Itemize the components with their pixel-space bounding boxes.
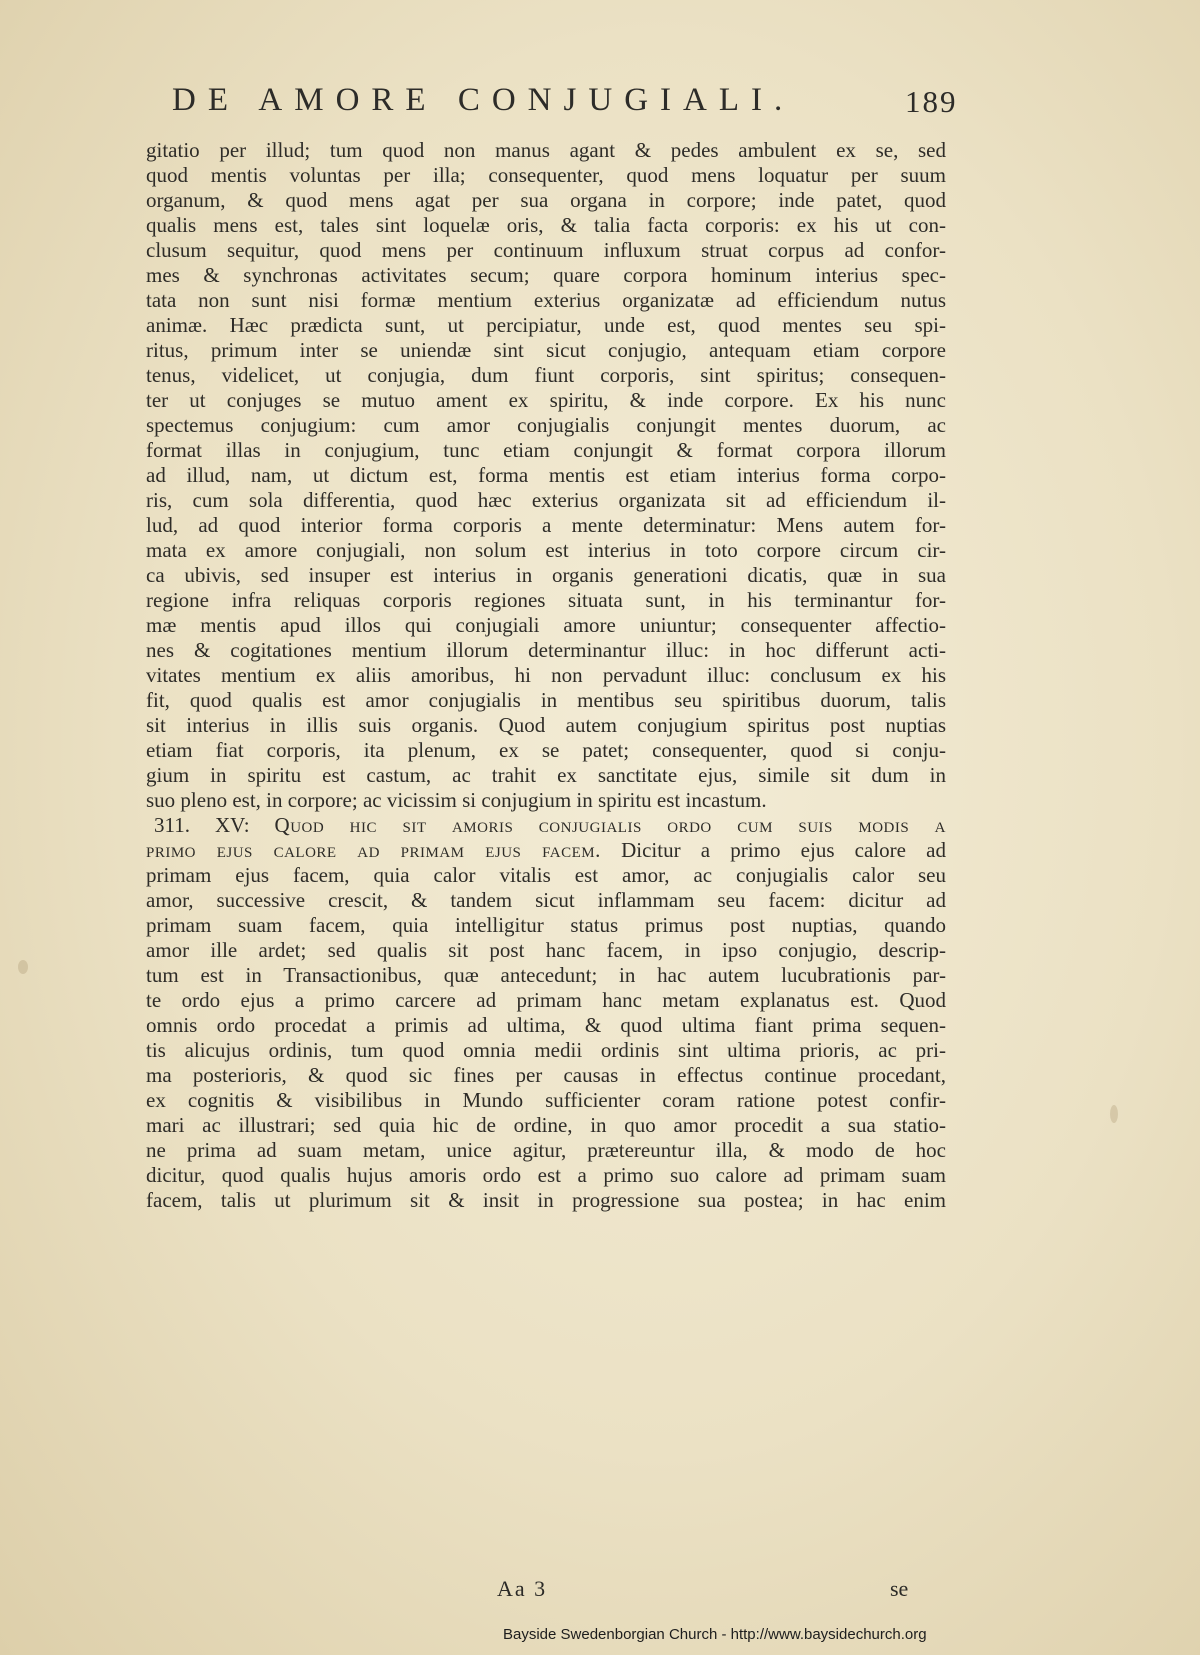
text-line: gium in spiritu est castum, ac trahit ex sanctitate ejus, simile sit dum in — [146, 763, 946, 787]
running-head — [0, 82, 1200, 132]
text-line: sit interius in illis suis organis. Quod autem conjugium spiritus post nuptias — [146, 713, 946, 737]
text-line: mari ac illustrari; sed quia hic de ordine, in quo amor procedit a sua statio- — [146, 1113, 946, 1137]
text-line: primam suam facem, quia intelligitur status primus post nuptias, quando — [146, 913, 946, 937]
text-line: primam ejus facem, quia calor vitalis est amor, ac conjugialis calor seu — [146, 863, 946, 887]
signature-mark: Aa 3 — [497, 1576, 548, 1601]
text-line: clusum sequitur, quod mens per continuum influxum struat corpus ad confor- — [146, 238, 946, 262]
text-line: ma posterioris, & quod sic fines per causas in effectus continue procedant, — [146, 1063, 946, 1087]
text-line: tis alicujus ordinis, tum quod omnia medii ordinis sint ultima prioris, ac pri- — [146, 1038, 946, 1062]
section-heading: Quod hic sit amoris conjugialis ordo cum suis modis a — [274, 813, 946, 837]
text-line: animæ. Hæc prædicta sunt, ut percipiatur, unde est, quod mentes seu spi- — [146, 313, 946, 337]
text-line: facem, talis ut plurimum sit & insit in progressione sua postea; in hac enim — [146, 1188, 946, 1212]
text-line: mes & synchronas activitates secum; quare corpora hominum interius spec- — [146, 263, 946, 287]
catchword: se — [890, 1576, 909, 1601]
text-line: ad illud, nam, ut dictum est, forma mentis est etiam interius forma corpo- — [146, 463, 946, 487]
text-line: omnis ordo procedat a primis ad ultima, & quod ultima fiant prima sequen- — [146, 1013, 946, 1037]
text-line: suo pleno est, in corpore; ac vicissim si conjugium in spiritu est incastum. — [146, 788, 767, 812]
text-line: ne prima ad suam metam, unice agitur, prætereuntur illa, & modo de hoc — [146, 1138, 946, 1162]
text-line: fit, quod qualis est amor conjugialis in mentibus seu spiritibus duorum, talis — [146, 688, 946, 712]
text-line: te ordo ejus a primo carcere ad primam hanc metam explanatus est. Quod — [146, 988, 946, 1012]
page-title: DE AMORE CONJUGIALI. — [172, 82, 795, 118]
text-line: vitates mentium ex aliis amoribus, hi non pervadunt illuc: conclusum ex his — [146, 663, 946, 687]
section-text: Dicitur a primo ejus calore ad — [621, 838, 946, 862]
page-footer — [0, 1576, 1200, 1606]
text-line: gitatio per illud; tum quod non manus agant & pedes ambulent ex se, sed — [146, 138, 946, 162]
text-line: ris, cum sola differentia, quod hæc exterius organizata sit ad efficiendum il- — [146, 488, 946, 512]
text-line: spectemus conjugium: cum amor conjugialis conjungit mentes duorum, ac — [146, 413, 946, 437]
text-line: nes & cogitationes mentium illorum determinantur illuc: in hoc differunt acti- — [146, 638, 946, 662]
watermark-credit: Bayside Swedenborgian Church - http://www.baysidechurch.org — [503, 1626, 927, 1643]
text-line: quod mentis voluntas per illa; consequenter, quod mens loquatur per suum — [146, 163, 946, 187]
text-line: dicitur, quod qualis hujus amoris ordo est a primo suo calore ad primam suam — [146, 1163, 946, 1187]
section-heading-line — [146, 813, 946, 838]
section-heading-line — [146, 838, 946, 863]
text-line: ter ut conjuges se mutuo ament ex spiritu, & inde corpore. Ex his nunc — [146, 388, 946, 412]
text-line: regione infra reliquas corporis regiones situata sunt, in his terminantur for- — [146, 588, 946, 612]
text-line: ca ubivis, sed insuper est interius in organis generationi dicatis, quæ in sua — [146, 563, 946, 587]
text-line: mæ mentis apud illos qui conjugiali amore uniuntur; consequenter affectio- — [146, 613, 946, 637]
text-line: qualis mens est, tales sint loquelæ oris, & talia facta corporis: ex his ut con- — [146, 213, 946, 237]
text-line: tata non sunt nisi formæ mentium exterius organizatæ ad efficiendum nutus — [146, 288, 946, 312]
text-line: tenus, videlicet, ut conjugia, dum fiunt corporis, sint spiritus; consequen- — [146, 363, 946, 387]
text-line: amor ille ardet; sed qualis sit post hanc facem, in ipso conjugio, descrip- — [146, 938, 946, 962]
text-line: etiam fiat corporis, ita plenum, ex se patet; consequenter, quod si conju- — [146, 738, 946, 762]
text-line: ritus, primum inter se uniendæ sint sicut conjugio, antequam etiam corpore — [146, 338, 946, 362]
paper-stain — [1110, 1105, 1118, 1123]
text-line: format illas in conjugium, tunc etiam conjungit & format corpora illorum — [146, 438, 946, 462]
text-line: ex cognitis & visibilibus in Mundo sufficienter coram ratione potest confir- — [146, 1088, 946, 1112]
body-text — [146, 138, 946, 1213]
text-line: organum, & quod mens agat per sua organa in corpore; inde patet, quod — [146, 188, 946, 212]
section-number: 311. XV: — [154, 813, 250, 837]
paper-stain — [18, 960, 28, 974]
section-heading: primo ejus calore ad primam ejus facem. — [146, 838, 601, 862]
text-line: lud, ad quod interior forma corporis a mente determinatur: Mens autem for- — [146, 513, 946, 537]
text-line: tum est in Transactionibus, quæ antecedunt; in hac autem lucubrationis par- — [146, 963, 946, 987]
text-line: mata ex amore conjugiali, non solum est interius in toto corpore circum cir- — [146, 538, 946, 562]
text-line: amor, successive crescit, & tandem sicut inflammam seu facem: dicitur ad — [146, 888, 946, 912]
page-number: 189 — [905, 84, 958, 119]
